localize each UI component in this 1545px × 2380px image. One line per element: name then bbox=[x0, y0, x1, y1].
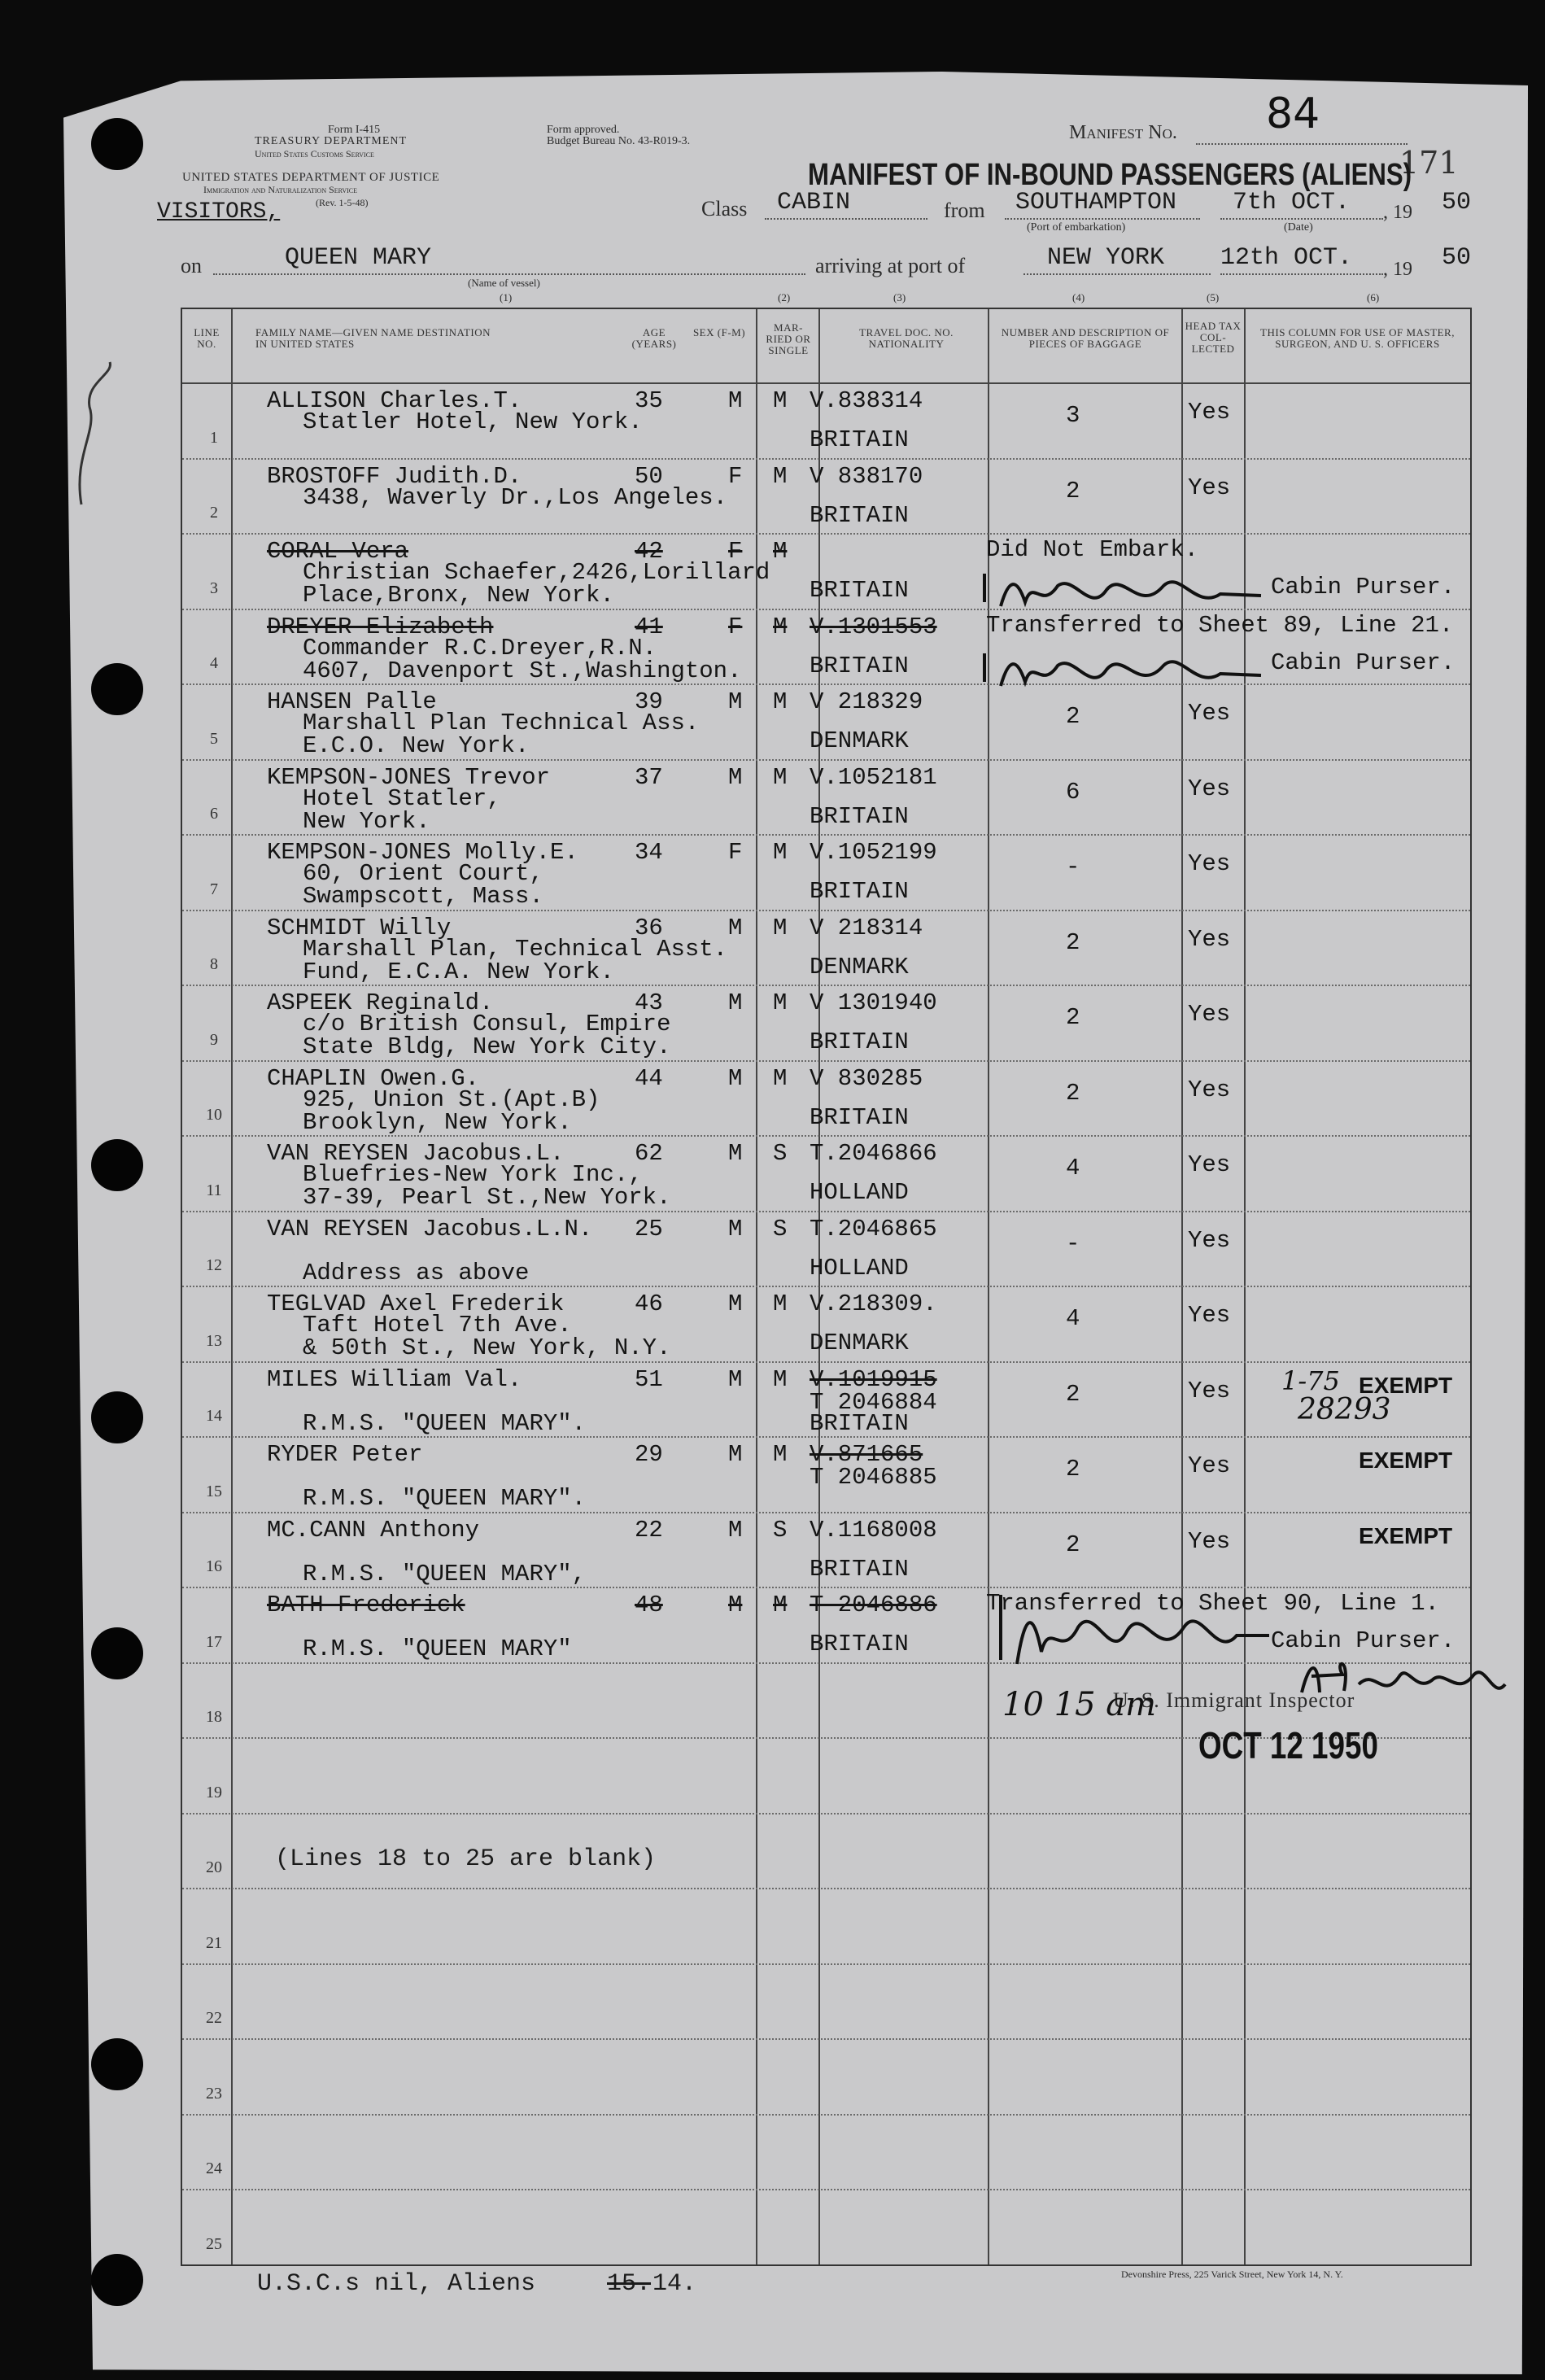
baggage-count: 6 bbox=[1066, 778, 1080, 806]
nationality: BRITAIN bbox=[810, 426, 909, 453]
travel-doc: V.1052199 bbox=[810, 839, 937, 866]
nationality: DENMARK bbox=[810, 953, 909, 980]
destination-line-2: R.M.S. "QUEEN MARY" bbox=[303, 1635, 572, 1662]
travel-doc: T 2046886 bbox=[810, 1592, 937, 1618]
head-tax-collected: Yes bbox=[1188, 700, 1231, 727]
passenger-sex: M bbox=[728, 1140, 743, 1167]
colnum-6: (6) bbox=[1367, 291, 1380, 304]
destination-line-1: Taft Hotel 7th Ave. bbox=[303, 1312, 572, 1338]
passenger-sex: M bbox=[728, 763, 743, 791]
exempt-stamp: EXEMPT bbox=[1359, 1448, 1453, 1473]
baggage-count: - bbox=[1066, 854, 1080, 880]
baggage-count: 2 bbox=[1066, 1531, 1080, 1558]
line-number: 1 bbox=[210, 428, 218, 447]
marital-status: M bbox=[773, 1290, 788, 1317]
baggage-count: 2 bbox=[1066, 1380, 1080, 1408]
marital-status: M bbox=[773, 1064, 788, 1092]
destination-line-2: Place,Bronx, New York. bbox=[303, 582, 614, 609]
colnum-5: (5) bbox=[1207, 291, 1220, 304]
passenger-age: 44 bbox=[635, 1064, 663, 1092]
manifest-no-handwritten: 84 bbox=[1266, 90, 1320, 138]
destination-line-1: Marshall Plan, Technical Asst. bbox=[303, 935, 728, 963]
passenger-sex: M bbox=[728, 1365, 743, 1393]
passenger-name: ALLISON Charles.T. bbox=[267, 387, 522, 414]
summary-prefix: U.S.C.s nil, Aliens bbox=[257, 2270, 536, 2298]
manifest-no-label: Manifest No. bbox=[1069, 122, 1177, 143]
class-value: CABIN bbox=[777, 189, 851, 216]
travel-doc: T 2046885 bbox=[810, 1464, 937, 1491]
colnum-1: (1) bbox=[500, 291, 513, 304]
passenger-sex: M bbox=[728, 1441, 743, 1468]
passenger-name: MC.CANN Anthony bbox=[267, 1516, 480, 1544]
printer-imprint: Devonshire Press, 225 Varick Street, New York 14, N. Y. bbox=[1121, 2269, 1343, 2280]
baggage-count: 2 bbox=[1066, 1004, 1080, 1031]
passenger-name: KEMPSON-JONES Trevor bbox=[267, 763, 551, 791]
on-label: on bbox=[181, 254, 202, 277]
nationality: BRITAIN bbox=[810, 878, 909, 905]
marital-status: M bbox=[773, 387, 788, 414]
customs-service: United States Customs Service bbox=[255, 148, 374, 159]
travel-doc: V 218314 bbox=[810, 914, 923, 941]
year-prefix-2: , 19 bbox=[1383, 259, 1412, 280]
nationality: BRITAIN bbox=[810, 802, 909, 830]
col-head-tax: HEAD TAX COL-LECTED bbox=[1185, 320, 1242, 355]
passenger-age: 48 bbox=[635, 1592, 663, 1618]
passenger-age: 62 bbox=[635, 1140, 663, 1167]
treasury-dept: TREASURY DEPARTMENT bbox=[255, 135, 408, 147]
passenger-name: DREYER Elizabeth bbox=[267, 613, 494, 640]
baggage-count: 2 bbox=[1066, 1079, 1080, 1107]
line-number: 21 bbox=[206, 1933, 222, 1952]
passenger-age: 41 bbox=[635, 613, 663, 640]
passenger-sex: M bbox=[728, 1290, 743, 1317]
head-tax-collected: Yes bbox=[1188, 925, 1231, 953]
passenger-name: ASPEEK Reginald. bbox=[267, 989, 494, 1016]
embark-date: 7th OCT. bbox=[1233, 189, 1351, 216]
row-divider bbox=[182, 2189, 1470, 2190]
nationality: BRITAIN bbox=[810, 1409, 909, 1437]
nationality: BRITAIN bbox=[810, 1631, 909, 1657]
marital-status: M bbox=[773, 839, 788, 866]
marital-status: M bbox=[773, 613, 788, 640]
passenger-sex: M bbox=[728, 914, 743, 941]
row-divider bbox=[182, 1813, 1470, 1814]
destination-line-1: Hotel Statler, bbox=[303, 784, 501, 812]
nationality: BRITAIN bbox=[810, 1028, 909, 1055]
marital-status: M bbox=[773, 1592, 788, 1618]
passenger-sex: M bbox=[728, 387, 743, 414]
manifest-title: MANIFEST OF IN-BOUND PASSENGERS (ALIENS) bbox=[808, 158, 1412, 192]
passenger-age: 34 bbox=[635, 839, 663, 866]
destination-line-1: 925, Union St.(Apt.B) bbox=[303, 1085, 600, 1113]
nationality: BRITAIN bbox=[810, 1103, 909, 1131]
struck-alien-count: 15. bbox=[607, 2270, 652, 2298]
marital-status: M bbox=[773, 688, 788, 715]
destination-line-2: New York. bbox=[303, 807, 430, 835]
sheet-number-handwritten: 171 bbox=[1399, 145, 1459, 181]
line-number: 20 bbox=[206, 1858, 222, 1876]
line-number: 18 bbox=[206, 1708, 222, 1726]
nationality: BRITAIN bbox=[810, 652, 909, 679]
colnum-4: (4) bbox=[1072, 291, 1085, 304]
line-number: 9 bbox=[210, 1030, 218, 1049]
line-number: 7 bbox=[210, 880, 218, 898]
passenger-name: CORAL Vera bbox=[267, 538, 409, 565]
col-married: MAR-RIED OR SINGLE bbox=[766, 321, 811, 356]
passenger-name: MILES William Val. bbox=[267, 1365, 522, 1393]
exempt-stamp: EXEMPT bbox=[1359, 1372, 1453, 1398]
passenger-sex: M bbox=[728, 1215, 743, 1242]
col-line-no: LINE NO. bbox=[194, 326, 220, 350]
travel-doc: V 218329 bbox=[810, 688, 923, 715]
head-tax-collected: Yes bbox=[1188, 775, 1231, 802]
passenger-name: CHAPLIN Owen.G. bbox=[267, 1064, 480, 1092]
baggage-count: 2 bbox=[1066, 928, 1080, 956]
form-approved: Form approved. bbox=[547, 124, 620, 136]
officer-note-1: 1-75 bbox=[1281, 1365, 1340, 1396]
passenger-age: 43 bbox=[635, 989, 663, 1016]
passenger-age: 29 bbox=[635, 1441, 663, 1468]
marital-status: S bbox=[773, 1215, 788, 1242]
passenger-name: HANSEN Palle bbox=[267, 688, 437, 715]
blank-lines-note: (Lines 18 to 25 are blank) bbox=[275, 1845, 657, 1873]
passenger-sex: F bbox=[728, 462, 743, 490]
ins-service: Immigration and Naturalization Service bbox=[203, 184, 358, 195]
purser-signoff: Cabin Purser. bbox=[1271, 1627, 1456, 1654]
punch-hole bbox=[91, 1627, 143, 1679]
purser-signature bbox=[976, 570, 1269, 618]
destination-line-2: R.M.S. "QUEEN MARY". bbox=[303, 1409, 587, 1437]
line-number: 10 bbox=[206, 1106, 222, 1124]
row-divider bbox=[182, 1888, 1470, 1889]
passenger-name: RYDER Peter bbox=[267, 1441, 423, 1468]
passenger-name: BROSTOFF Judith.D. bbox=[267, 462, 522, 490]
destination-line-1: Bluefries-New York Inc., bbox=[303, 1161, 643, 1188]
passenger-age: 51 bbox=[635, 1365, 663, 1393]
line-number: 3 bbox=[210, 579, 218, 597]
passenger-sex: F bbox=[728, 538, 743, 565]
passenger-sex: M bbox=[728, 688, 743, 715]
line-number: 14 bbox=[206, 1407, 222, 1425]
row-divider bbox=[182, 1963, 1470, 1965]
marital-status: M bbox=[773, 989, 788, 1016]
margin-scribble bbox=[65, 358, 130, 521]
passenger-name: TEGLVAD Axel Frederik bbox=[267, 1290, 565, 1317]
from-label: from bbox=[944, 199, 985, 222]
port-embark-caption: (Port of embarkation) bbox=[1027, 221, 1126, 234]
punch-hole bbox=[91, 1391, 143, 1443]
budget-bureau: Budget Bureau No. 43-R019-3. bbox=[547, 135, 691, 147]
destination-line-2: Brooklyn, New York. bbox=[303, 1108, 572, 1136]
passenger-name: KEMPSON-JONES Molly.E. bbox=[267, 839, 578, 866]
purser-signoff: Cabin Purser. bbox=[1271, 648, 1456, 676]
arriving-label: arriving at port of bbox=[815, 254, 966, 277]
travel-doc: T.2046865 bbox=[810, 1215, 937, 1242]
destination-line-2: & 50th St., New York, N.Y. bbox=[303, 1334, 671, 1361]
destination-line-2: Swampscott, Mass. bbox=[303, 883, 543, 910]
row-divider bbox=[182, 458, 1470, 460]
destination-line-1: Marshall Plan Technical Ass. bbox=[303, 710, 700, 736]
purser-signoff: Cabin Purser. bbox=[1271, 574, 1456, 600]
head-tax-collected: Yes bbox=[1188, 474, 1231, 501]
nationality: BRITAIN bbox=[810, 577, 909, 604]
baggage-count: 2 bbox=[1066, 703, 1080, 730]
nationality: BRITAIN bbox=[810, 501, 909, 529]
passenger-age: 22 bbox=[635, 1516, 663, 1544]
line-number: 17 bbox=[206, 1632, 222, 1651]
passenger-age: 39 bbox=[635, 688, 663, 715]
destination-line-2: E.C.O. New York. bbox=[303, 732, 530, 759]
purser-note: Transferred to Sheet 89, Line 21. bbox=[986, 611, 1454, 639]
form-number: Form I-415 bbox=[328, 124, 381, 136]
purser-signature bbox=[976, 649, 1269, 698]
colnum-2: (2) bbox=[778, 291, 791, 304]
inspector-signature bbox=[1294, 1652, 1513, 1709]
travel-doc: V 1301940 bbox=[810, 989, 937, 1016]
line-number: 5 bbox=[210, 729, 218, 748]
arrival-date: 12th OCT. bbox=[1220, 244, 1353, 272]
travel-doc: V 838170 bbox=[810, 462, 923, 490]
row-divider bbox=[182, 2038, 1470, 2040]
passenger-sex: F bbox=[728, 839, 743, 866]
marital-status: M bbox=[773, 462, 788, 490]
row-divider bbox=[182, 533, 1470, 535]
passenger-age: 46 bbox=[635, 1290, 663, 1317]
baggage-count: 4 bbox=[1066, 1155, 1080, 1181]
line-number: 22 bbox=[206, 2009, 222, 2027]
purser-note: Transferred to Sheet 90, Line 1. bbox=[986, 1590, 1439, 1617]
line-number: 24 bbox=[206, 2159, 222, 2177]
punch-hole bbox=[91, 118, 143, 170]
marital-status: S bbox=[773, 1140, 788, 1167]
officer-note-2: 28293 bbox=[1298, 1393, 1391, 1426]
head-tax-collected: Yes bbox=[1188, 1452, 1231, 1479]
line-number: 23 bbox=[206, 2084, 222, 2103]
line-number: 16 bbox=[206, 1557, 222, 1575]
nationality: HOLLAND bbox=[810, 1179, 909, 1206]
class-label: Class bbox=[701, 197, 748, 221]
inspection-date-stamp: OCT 12 1950 bbox=[1198, 1724, 1378, 1766]
visitors-label: VISITORS, bbox=[157, 199, 281, 225]
baggage-count: 2 bbox=[1066, 1456, 1080, 1483]
passenger-age: 36 bbox=[635, 914, 663, 941]
col-officers: THIS COLUMN FOR USE OF MASTER, SURGEON, AND U. S. OFFICERS bbox=[1260, 326, 1455, 350]
colnum-3: (3) bbox=[893, 291, 906, 304]
date-caption: (Date) bbox=[1284, 221, 1313, 234]
destination-line-1: Statler Hotel, New York. bbox=[303, 408, 643, 435]
alien-count: 14. bbox=[652, 2270, 697, 2298]
head-tax-collected: Yes bbox=[1188, 1377, 1231, 1404]
nationality: BRITAIN bbox=[810, 1555, 909, 1583]
passenger-age: 37 bbox=[635, 763, 663, 791]
col-name: FAMILY NAME—GIVEN NAME DESTINATION IN UNITED STATES bbox=[255, 326, 491, 350]
head-tax-collected: Yes bbox=[1188, 1001, 1231, 1028]
baggage-count: - bbox=[1066, 1229, 1080, 1257]
punch-hole bbox=[91, 663, 143, 715]
col-sex: SEX (F-M) bbox=[692, 326, 746, 338]
travel-doc: T.2046866 bbox=[810, 1140, 937, 1167]
destination-line-1: 60, Orient Court, bbox=[303, 860, 543, 887]
purser-note: Did Not Embark. bbox=[986, 536, 1199, 563]
marital-status: S bbox=[773, 1516, 788, 1544]
travel-doc: V.1052181 bbox=[810, 763, 937, 791]
passenger-sex: M bbox=[728, 1064, 743, 1092]
baggage-count: 2 bbox=[1066, 477, 1080, 504]
row-divider bbox=[182, 2114, 1470, 2116]
passenger-name: BATH Frederick bbox=[267, 1592, 465, 1618]
line-number: 19 bbox=[206, 1783, 222, 1801]
destination-line-2: Fund, E.C.A. New York. bbox=[303, 958, 614, 985]
justice-dept: UNITED STATES DEPARTMENT OF JUSTICE bbox=[182, 171, 440, 184]
passenger-sex: M bbox=[728, 1516, 743, 1544]
destination-line-1: Christian Schaefer,2426,Lorillard bbox=[303, 559, 770, 586]
passenger-sex: F bbox=[728, 613, 743, 640]
year-2: 50 bbox=[1442, 244, 1472, 272]
line-number: 13 bbox=[206, 1331, 222, 1350]
head-tax-collected: Yes bbox=[1188, 1226, 1231, 1254]
marital-status: M bbox=[773, 538, 788, 565]
punch-hole bbox=[91, 2254, 143, 2306]
destination-line-2: State Bldg, New York City. bbox=[303, 1033, 671, 1060]
year-1: 50 bbox=[1442, 189, 1472, 216]
travel-doc: T 2046884 bbox=[810, 1388, 937, 1416]
marital-status: M bbox=[773, 1441, 788, 1468]
year-prefix-1: , 19 bbox=[1383, 202, 1412, 223]
inspection-time: 10 15 am bbox=[1002, 1686, 1157, 1723]
head-tax-collected: Yes bbox=[1188, 399, 1231, 426]
passenger-age: 35 bbox=[635, 387, 663, 414]
travel-doc: V.218309. bbox=[810, 1290, 937, 1317]
destination-line-2: Address as above bbox=[303, 1259, 530, 1286]
destination-line-2: R.M.S. "QUEEN MARY", bbox=[303, 1560, 587, 1587]
vessel-name: QUEEN MARY bbox=[285, 244, 432, 272]
travel-doc: V.838314 bbox=[810, 387, 923, 414]
passenger-age: 42 bbox=[635, 538, 663, 565]
destination-line-1: c/o British Consul, Empire bbox=[303, 1011, 671, 1037]
destination-line-1: 3438, Waverly Dr.,Los Angeles. bbox=[303, 483, 728, 511]
port-of-embarkation: SOUTHAMPTON bbox=[1015, 189, 1177, 216]
col-travel-doc: TRAVEL DOC. NO. NATIONALITY bbox=[859, 326, 954, 350]
travel-doc-struck: V.871665 bbox=[810, 1441, 923, 1468]
marital-status: M bbox=[773, 763, 788, 791]
head-tax-collected: Yes bbox=[1188, 850, 1231, 877]
col-baggage: NUMBER AND DESCRIPTION OF PIECES OF BAGGAGE bbox=[1001, 326, 1170, 350]
revision: (Rev. 1-5-48) bbox=[316, 197, 369, 208]
destination-line-2: 37-39, Pearl St.,New York. bbox=[303, 1184, 671, 1211]
travel-doc: V.1168008 bbox=[810, 1516, 937, 1544]
line-number: 8 bbox=[210, 955, 218, 973]
line-number: 11 bbox=[206, 1181, 222, 1199]
baggage-count: 4 bbox=[1066, 1305, 1080, 1332]
passenger-sex: M bbox=[728, 1592, 743, 1618]
purser-signature bbox=[984, 1587, 1277, 1676]
passenger-age: 50 bbox=[635, 462, 663, 490]
head-tax-collected: Yes bbox=[1188, 1076, 1231, 1103]
travel-doc: V.1301553 bbox=[810, 613, 937, 640]
marital-status: M bbox=[773, 914, 788, 941]
head-tax-collected: Yes bbox=[1188, 1302, 1231, 1329]
line-number: 25 bbox=[206, 2234, 222, 2253]
exempt-stamp: EXEMPT bbox=[1359, 1522, 1453, 1548]
destination-line-2: 4607, Davenport St.,Washington. bbox=[303, 657, 742, 684]
passenger-name: VAN REYSEN Jacobus.L. bbox=[267, 1140, 565, 1167]
line-number: 2 bbox=[210, 504, 218, 522]
line-number: 4 bbox=[210, 654, 218, 672]
punch-hole bbox=[91, 1139, 143, 1191]
vessel-caption: (Name of vessel) bbox=[468, 277, 540, 289]
punch-hole bbox=[91, 2038, 143, 2090]
destination-line-2: R.M.S. "QUEEN MARY". bbox=[303, 1485, 587, 1512]
passenger-name: VAN REYSEN Jacobus.L.N. bbox=[267, 1215, 593, 1242]
nationality: HOLLAND bbox=[810, 1254, 909, 1282]
nationality: DENMARK bbox=[810, 1330, 909, 1356]
passenger-sex: M bbox=[728, 989, 743, 1016]
destination-line-1: Commander R.C.Dreyer,R.N. bbox=[303, 634, 657, 662]
line-number: 12 bbox=[206, 1256, 222, 1274]
line-number: 6 bbox=[210, 805, 218, 823]
head-tax-collected: Yes bbox=[1188, 1527, 1231, 1555]
immigrant-inspector-label: U. S. Immigrant Inspector bbox=[1113, 1688, 1355, 1712]
baggage-count: 3 bbox=[1066, 402, 1080, 429]
head-tax-collected: Yes bbox=[1188, 1151, 1231, 1178]
nationality: DENMARK bbox=[810, 727, 909, 754]
line-number: 15 bbox=[206, 1482, 222, 1500]
travel-doc-struck: V.1019915 bbox=[810, 1365, 937, 1393]
passenger-name: SCHMIDT Willy bbox=[267, 914, 452, 941]
arrival-port: NEW YORK bbox=[1047, 244, 1165, 272]
travel-doc: V 830285 bbox=[810, 1064, 923, 1092]
marital-status: M bbox=[773, 1365, 788, 1393]
col-age: AGE (YEARS) bbox=[631, 326, 677, 350]
passenger-age: 25 bbox=[635, 1215, 663, 1242]
